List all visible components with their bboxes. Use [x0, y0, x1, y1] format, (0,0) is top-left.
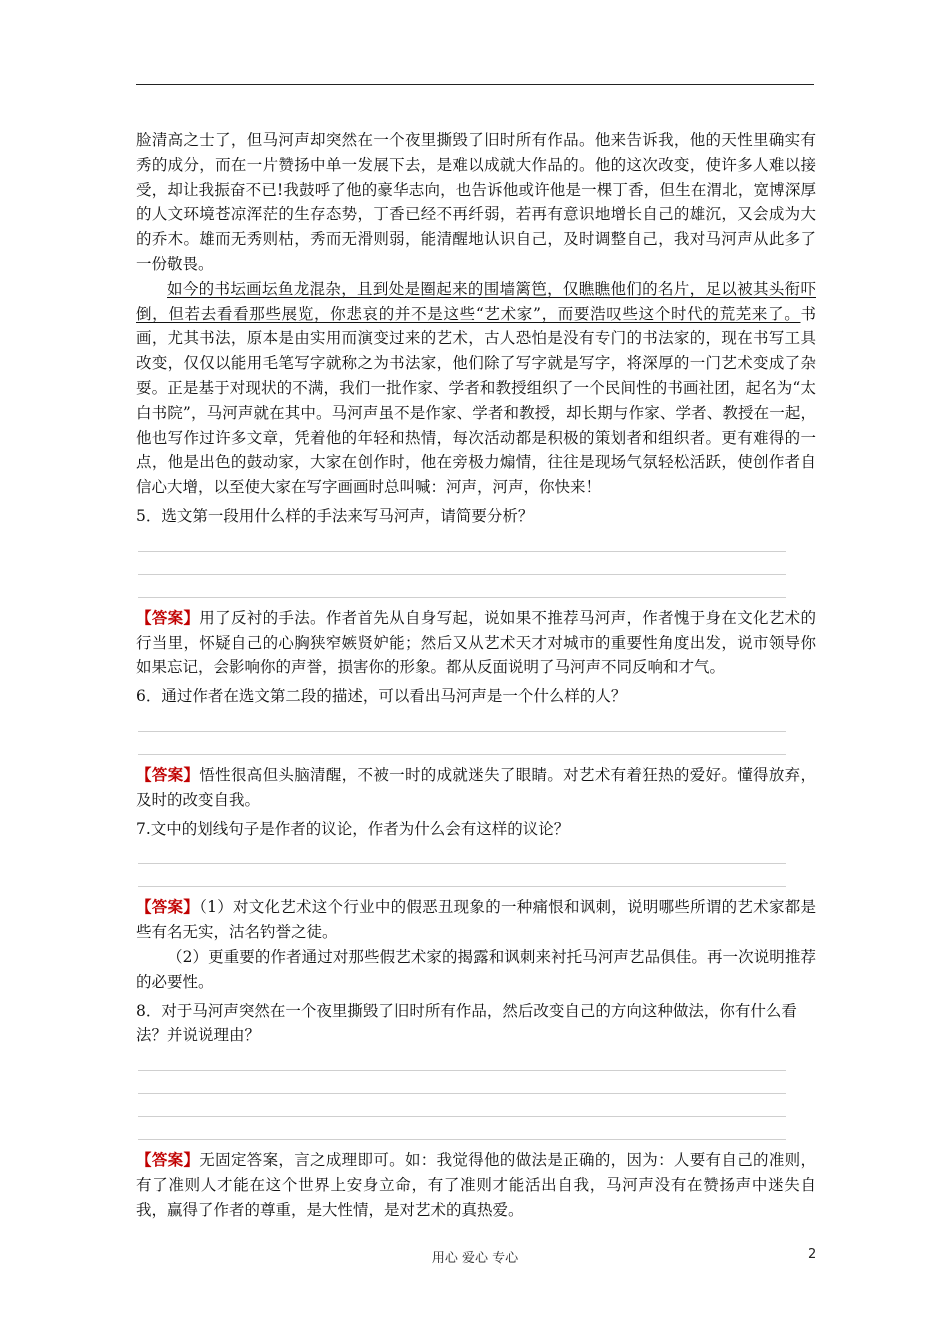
answer-line — [138, 1094, 786, 1117]
answer-line — [138, 732, 786, 755]
header-rule — [136, 84, 814, 85]
answer-tag: 【答案】 — [136, 607, 200, 627]
answer-line — [138, 709, 786, 732]
underlined-sentence: 如今的书坛画坛鱼龙混杂，且到处是圈起来的围墙篱笆，仅瞧瞧他们的名片，足以被其头衔吓倒，但若去看看那些展览，你悲哀的并不是这些“艺术家”，而要浩叹些这个时代的荒芜来了。 — [136, 279, 816, 323]
question-5: 5．选文第一段用什么样的手法来写马河声，请简要分析？ — [136, 506, 534, 525]
paragraph-two — [136, 277, 816, 500]
answer-line — [138, 552, 786, 575]
paragraph-continued: 脸清高之士了，但马河声却突然在一个夜里撕毁了旧时所有作品。他来告诉我，他的天性里确实有秀的成分，而在一片赞扬中单一发展下去，是难以成就大作品的。他的这次改变，使许多人难以接受，却让我振奋不已!我鼓呼了他的豪华志向，也告诉他或许他是一棵丁香，但生在渭北，宽博深厚的人文环境苍凉浑茫的生存态势，丁香已经不再纤弱，若再有意识地增长自己的雄沉，又会成为大的乔木。雄而无秀则枯，秀而无滑则弱，能清醒地认识自己，及时调整自己，我对马河声从此多了一份敬畏。 — [136, 131, 816, 273]
answer-6 — [136, 763, 816, 813]
question-6: 6．通过作者在选文第二段的描述，可以看出马河声是一个什么样的人？ — [136, 687, 627, 706]
answer-6-text: 悟性很高但头脑清醒，不被一时的成就迷失了眼睛。对艺术有着狂热的爱好。懂得放弃，及时的改变自我。 — [136, 765, 816, 809]
answer-7 — [136, 895, 816, 945]
answer-line — [138, 841, 786, 864]
answer-8-text: 无固定答案，言之成理即可。如：我觉得他的做法是正确的，因为：人要有自己的准则，有了准则人才能在这个世界上安身立命，有了准则才能活出自我，马河声没有在赞扬声中迷失自我，赢得了作者的尊重，是大性情，是对艺术的真热爱。 — [136, 1151, 816, 1219]
answer-line — [138, 529, 786, 552]
question-8: 8．对于马河声突然在一个夜里撕毁了旧时所有作品，然后改变自己的方向这种做法，你有什么看法？并说说理由？ — [136, 1001, 797, 1045]
answer-7-part-2: （2）更重要的作者通过对那些假艺术家的揭露和讽刺来衬托马河声艺品俱佳。再一次说明推荐的必要性。 — [136, 947, 816, 991]
document-body — [136, 128, 816, 1223]
answer-line — [138, 864, 786, 887]
answer-line — [138, 575, 786, 598]
answer-tag: 【答案】 — [136, 897, 200, 917]
answer-line — [138, 1071, 786, 1094]
page-number: 2 — [808, 1247, 817, 1262]
footer-motto: 用心 爱心 专心 — [431, 1251, 519, 1266]
paragraph-two-rest: 书画，尤其书法，原本是由实用而演变过来的艺术，古人恐怕是没有专门的书法家的，现在书写工具改变，仅仅以能用毛笔写字就称之为书法家，他们除了写字就是写字，将深厚的一门艺术变成了杂耍。正是基于对现状的不满，我们一批作家、学者和教授组织了一个民间性的书画社团，起名为“太白书院”，马河声就在其中。马河声虽不是作家、学者和教授，却长期与作家、学者、教授在一起，他也写作过许多文章，凭着他的年轻和热情，每次活动都是积极的策划者和组织者。更有难得的一点，他是出色的鼓动家，大家在创作时，他在旁极力煽情，往往是现场气氛轻松活跃，使创作者自信心大增，以至使大家在写字画画时总叫喊：河声，河声，你快来！ — [136, 304, 816, 497]
answer-tag: 【答案】 — [136, 764, 200, 784]
answer-5-text: 用了反衬的手法。作者首先从自身写起，说如果不推荐马河声，作者愧于身在文化艺术的行当里，怀疑自己的心胸狭窄嫉贤妒能；然后又从艺术天才对城市的重要性角度出发，说市领导你如果忘记，会影响你的声誉，损害你的形象。都从反面说明了马河声不同反响和才气。 — [136, 608, 816, 677]
answer-line — [138, 1048, 786, 1071]
answer-8 — [136, 1148, 816, 1222]
answer-5 — [136, 606, 816, 680]
question-7: 7.文中的划线句子是作者的议论，作者为什么会有这样的议论？ — [136, 819, 570, 838]
answer-line — [138, 1117, 786, 1140]
answer-7-part-1: （1）对文化艺术这个行业中的假恶丑现象的一种痛恨和讽刺，说明哪些所谓的艺术家都是些有名无实，沽名钓誉之徒。 — [136, 898, 816, 942]
answer-tag: 【答案】 — [136, 1150, 200, 1170]
